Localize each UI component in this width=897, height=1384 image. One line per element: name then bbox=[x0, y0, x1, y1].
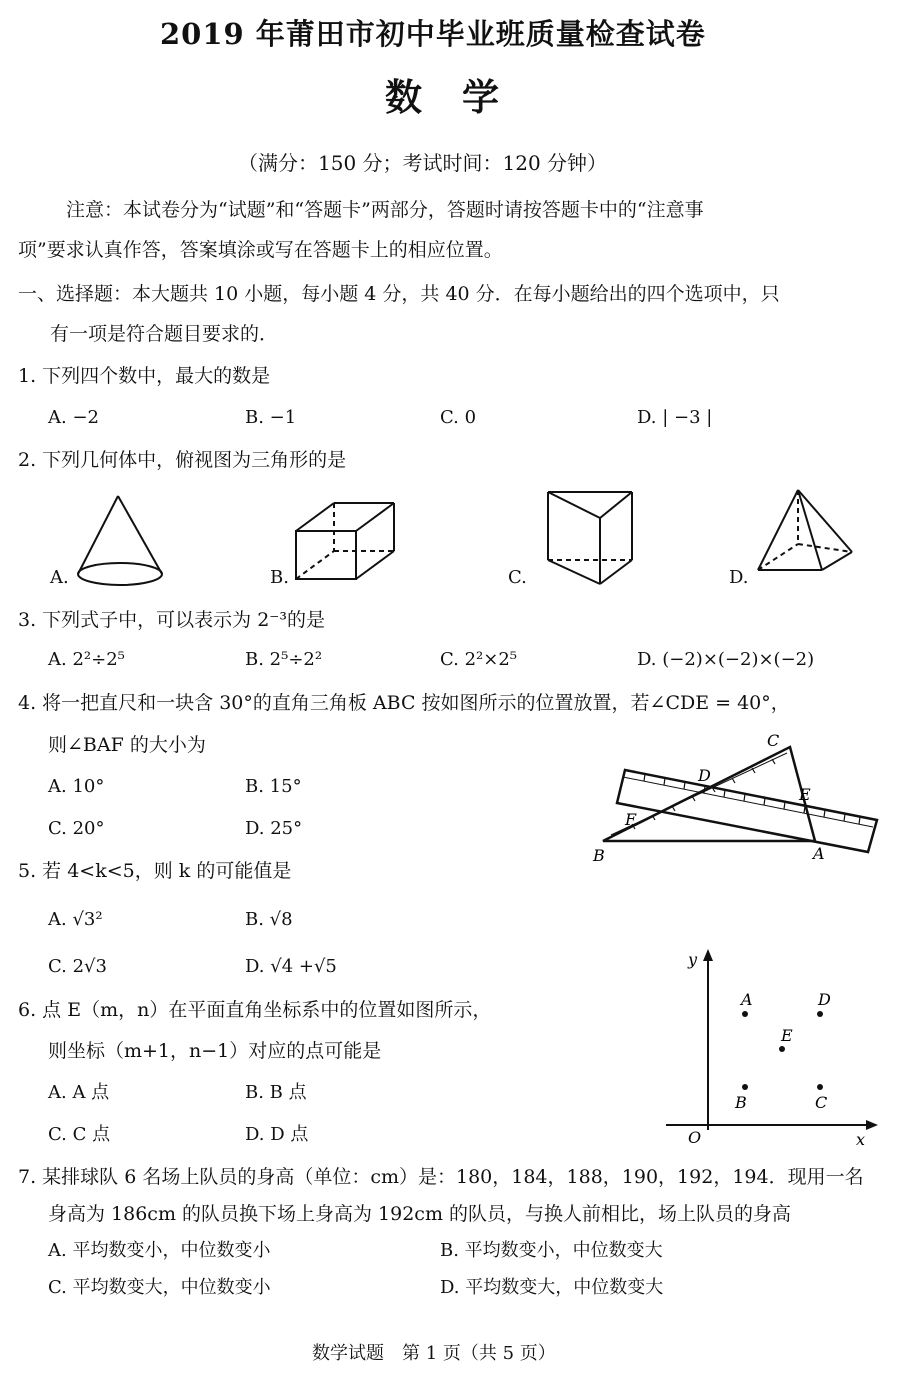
q7-option-c: C. 平均数变大，中位数变小 bbox=[48, 1277, 271, 1298]
q2-label-d: D. bbox=[729, 567, 749, 588]
pyramid-figure bbox=[752, 484, 857, 579]
subject-title: 数学 bbox=[385, 75, 539, 119]
section-1-line-2: 有一项是符合题目要求的． bbox=[50, 323, 279, 345]
q5-option-a: A. √3² bbox=[48, 909, 103, 930]
vertex-c-label: C bbox=[767, 731, 780, 750]
y-axis-label: y bbox=[688, 950, 698, 969]
q3-option-c: C. 2²×2⁵ bbox=[440, 649, 517, 670]
q6-option-c: C. C 点 bbox=[48, 1124, 111, 1145]
q2-stem: 2. 下列几何体中，俯视图为三角形的是 bbox=[18, 449, 347, 471]
vertex-b-label: B bbox=[593, 846, 605, 865]
point-c-label: C bbox=[815, 1093, 828, 1112]
origin-label: O bbox=[688, 1128, 702, 1147]
q3-option-b: B. 2⁵÷2² bbox=[245, 649, 323, 670]
q2-label-a: A. bbox=[50, 567, 69, 588]
q1-stem: 1. 下列四个数中，最大的数是 bbox=[18, 365, 271, 387]
x-axis-label: x bbox=[856, 1130, 866, 1149]
point-b bbox=[742, 1084, 748, 1090]
q7-option-d: D. 平均数变大，中位数变大 bbox=[440, 1277, 664, 1298]
exam-title: 2019 年莆田市初中毕业班质量检查试卷 bbox=[160, 17, 706, 51]
q7-option-b: B. 平均数变小，中位数变大 bbox=[440, 1240, 663, 1261]
coordinate-plane-figure bbox=[660, 945, 885, 1155]
q1-option-a: A. −2 bbox=[48, 407, 99, 428]
point-e bbox=[779, 1046, 785, 1052]
exam-info: （满分：150 分；考试时间：120 分钟） bbox=[238, 151, 608, 175]
point-a bbox=[742, 1011, 748, 1017]
q2-label-c: C. bbox=[508, 567, 527, 588]
vertex-d-label: D bbox=[698, 766, 711, 785]
q6-stem-2: 则坐标（m+1，n−1）对应的点可能是 bbox=[48, 1040, 382, 1062]
q2-label-b: B. bbox=[270, 567, 289, 588]
ruler-triangle-figure bbox=[585, 725, 885, 870]
page-footer: 数学试题 第 1 页（共 5 页） bbox=[312, 1343, 556, 1364]
q4-option-b: B. 15° bbox=[245, 776, 302, 797]
q4-option-d: D. 25° bbox=[245, 818, 303, 839]
vertex-e-label: E bbox=[799, 785, 811, 804]
q1-option-d: D. | −3 | bbox=[637, 407, 713, 428]
triangular-prism-figure bbox=[540, 484, 640, 589]
cuboid-figure bbox=[290, 495, 420, 590]
cone-figure bbox=[70, 490, 170, 590]
q1-option-b: B. −1 bbox=[245, 407, 297, 428]
point-b-label: B bbox=[735, 1093, 747, 1112]
vertex-a-label: A bbox=[813, 844, 825, 863]
q6-option-d: D. D 点 bbox=[245, 1124, 309, 1145]
q3-stem: 3. 下列式子中，可以表示为 2⁻³的是 bbox=[18, 609, 325, 631]
notice-line-2: 项”要求认真作答，答案填涂或写在答题卡上的相应位置。 bbox=[18, 239, 503, 261]
q5-option-b: B. √8 bbox=[245, 909, 293, 930]
q5-option-d: D. √4 +√5 bbox=[245, 956, 337, 977]
point-d-label: D bbox=[818, 990, 831, 1009]
q7-stem-2: 身高为 186cm 的队员换下场上身高为 192cm 的队员，与换人前相比，场上队员的身高 bbox=[48, 1203, 792, 1225]
q3-option-d: D. (−2)×(−2)×(−2) bbox=[637, 649, 815, 670]
q4-stem-1: 4. 将一把直尺和一块含 30°的直角三角板 ABC 按如图所示的位置放置，若∠CDE = 40°， bbox=[18, 692, 790, 714]
q4-option-a: A. 10° bbox=[48, 776, 105, 797]
q7-stem-1: 7. 某排球队 6 名场上队员的身高（单位：cm）是：180，184，188，190，192，194．现用一名 bbox=[18, 1166, 864, 1188]
q6-option-b: B. B 点 bbox=[245, 1082, 307, 1103]
point-a-label: A bbox=[741, 990, 753, 1009]
q5-stem: 5. 若 4<k<5，则 k 的可能值是 bbox=[18, 860, 292, 882]
q4-stem-2: 则∠BAF 的大小为 bbox=[48, 734, 206, 756]
q6-option-a: A. A 点 bbox=[48, 1082, 110, 1103]
q4-option-c: C. 20° bbox=[48, 818, 105, 839]
point-c bbox=[817, 1084, 823, 1090]
q5-option-c: C. 2√3 bbox=[48, 956, 107, 977]
section-1-line-1: 一、选择题：本大题共 10 小题，每小题 4 分，共 40 分．在每小题给出的四个选项中，只 bbox=[18, 283, 780, 305]
point-d bbox=[817, 1011, 823, 1017]
q3-option-a: A. 2²÷2⁵ bbox=[48, 649, 125, 670]
vertex-f-label: F bbox=[625, 810, 637, 829]
q1-option-c: C. 0 bbox=[440, 407, 477, 428]
point-e-label: E bbox=[781, 1026, 793, 1045]
q7-option-a: A. 平均数变小，中位数变小 bbox=[48, 1240, 271, 1261]
q6-stem-1: 6. 点 E（m，n）在平面直角坐标系中的位置如图所示， bbox=[18, 999, 492, 1021]
notice-line-1: 注意：本试卷分为“试题”和“答题卡”两部分，答题时请按答题卡中的“注意事 bbox=[66, 199, 704, 221]
